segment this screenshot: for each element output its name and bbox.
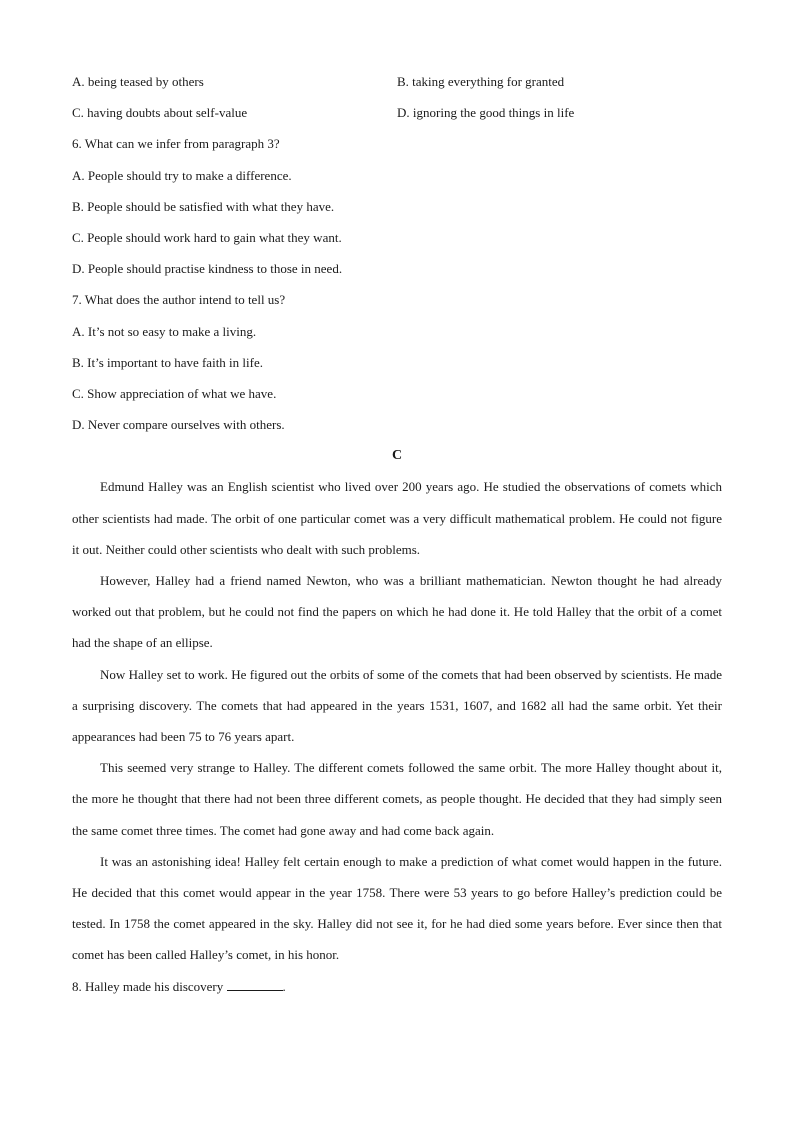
q8-end: . [282, 978, 286, 994]
q8-question [72, 971, 722, 1002]
q6-stem: 6. What can we infer from paragraph 3? [72, 136, 280, 152]
passage-paragraph-4: This seemed very strange to Halley. The different comets followed the same orbit. The more Halley thought about it, the more he thought that there had not been three different comets, as people thought. He decided that they had simply seen the same comet three times. The comet had gone away and had come back again. [72, 760, 722, 838]
q5-option-c: C. having doubts about self-value [72, 105, 248, 121]
passage-paragraph-5: It was an astonishing idea! Halley felt certain enough to make a prediction of what comet would happen in the future. He decided that this comet would appear in the year 1758. There were 53 years to go before Halley’s prediction could be tested. In 1758 the comet appeared in the sky. Halley did not see it, for he had died some years before. Ever since then that comet has been called Halley’s comet, in his honor. [72, 853, 722, 963]
q6-option-d: D. People should practise kindness to those in need. [72, 261, 343, 277]
q7-option-d: D. Never compare ourselves with others. [72, 417, 285, 433]
q5-options-row-2 [72, 97, 722, 128]
passage-paragraph-3: Now Halley set to work. He figured out the orbits of some of the comets that had been observed by scientists. He made a surprising discovery. The comets that had appeared in the years 1531, 1607, and 1682 all had the same orbit. Yet their appearances had been 75 to 76 years apart. [72, 666, 722, 745]
q5-option-d: D. ignoring the good things in life [397, 105, 575, 121]
section-title: C [391, 448, 403, 464]
q6-option-a: A. People should try to make a difference. [72, 167, 292, 183]
q7-stem: 7. What does the author intend to tell us? [72, 292, 286, 308]
q5-options-row-1 [72, 66, 722, 97]
document-page [72, 66, 722, 1002]
q7-option-a: A. It’s not so easy to make a living. [72, 323, 257, 339]
q5-option-a: A. being teased by others [72, 74, 204, 89]
q7-option-c: C. Show appreciation of what we have. [72, 385, 277, 401]
passage-paragraph-2: However, Halley had a friend named Newton, who was a brilliant mathematician. Newton thought he had already worked out that problem, but he could not find the papers on which he had done it. He told Halley that the orbit of a comet had the shape of an ellipse. [72, 573, 722, 651]
passage-paragraph-1: Edmund Halley was an English scientist who lived over 200 years ago. He studied the observations of comets which other scientists had made. The orbit of one particular comet was a very difficult mathematical problem. He could not figure it out. Neither could other scientists who dealt with such problems. [72, 479, 722, 557]
q6-option-c: C. People should work hard to gain what they want. [72, 229, 342, 245]
q8-stem: 8. Halley made his discovery [72, 978, 224, 994]
q6-option-b: B. People should be satisfied with what they have. [72, 198, 335, 214]
answer-blank [227, 977, 283, 991]
q5-option-b: B. taking everything for granted [397, 74, 565, 89]
q7-option-b: B. It’s important to have faith in life. [72, 354, 263, 370]
